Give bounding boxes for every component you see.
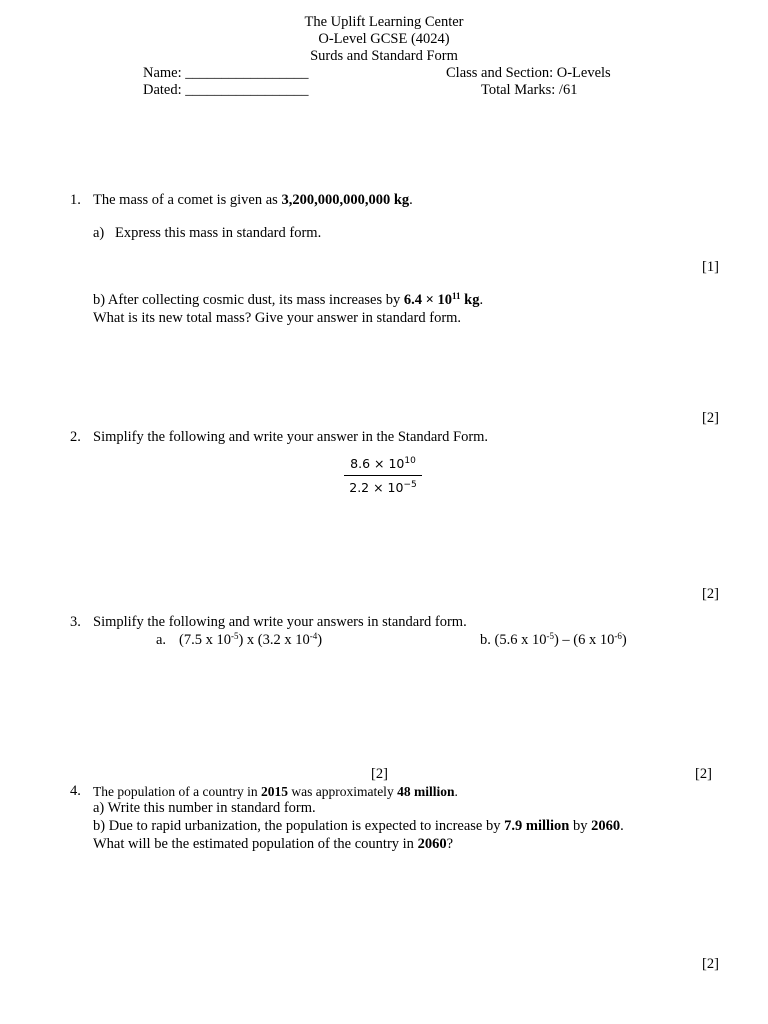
q1a-text: Express this mass in standard form.: [115, 225, 322, 241]
q1a-label: a): [93, 225, 105, 241]
q1-stem: The mass of a comet is given as 3,200,000,000,000 kg.: [93, 192, 413, 208]
q1b-text: b) After collecting cosmic dust, its mass increases by $6.4 \times 10^{11}$ kg.: [93, 291, 484, 308]
course-title: O-Level GCSE (4024): [318, 31, 450, 47]
q2-fraction: [344, 455, 422, 496]
q4-stem: The population of a country in 2015 was approximately 48 million.: [93, 784, 458, 799]
q3a-expression: (7.5 x $10^{-5}$) x (3.2 x $10^{-4}$): [179, 631, 323, 648]
q3a-label: a.: [156, 632, 167, 648]
q1b-marks: [2]: [702, 410, 719, 426]
q4b-question: What will be the estimated population of the country in 2060?: [93, 836, 453, 852]
q4a-text: a) Write this number in standard form.: [93, 800, 316, 816]
q3-number: 3.: [70, 614, 81, 630]
q2-marks: [2]: [702, 586, 719, 602]
q2-number: 2.: [70, 429, 81, 445]
q4-number: 4.: [70, 783, 81, 799]
topic-title: Surds and Standard Form: [310, 48, 458, 64]
class-section: Class and Section: O-Levels: [446, 65, 611, 81]
q1b-question: What is its new total mass? Give your answer in standard form.: [93, 310, 462, 326]
q1-number: 1.: [70, 192, 81, 208]
q2-numerator: $8.6 \times 10^{10}$: [344, 455, 422, 476]
q4b-text: b) Due to rapid urbanization, the population is expected to increase by 7.9 million by 2060.: [93, 818, 624, 834]
q3a-marks: [2]: [371, 766, 388, 782]
q4-marks: [2]: [702, 956, 719, 972]
total-marks: Total Marks: /61: [481, 82, 578, 98]
q3-text: Simplify the following and write your answers in standard form.: [93, 614, 467, 630]
q3b-expression: b. (5.6 x $10^{-5}) - (6$ x $10^{-6}$): [480, 631, 627, 648]
q3b-marks: [2]: [695, 766, 712, 782]
dated-field: Dated: _________________: [143, 82, 309, 98]
name-field: Name: _________________: [143, 65, 309, 81]
q1a-marks: [1]: [702, 259, 719, 275]
q2-denominator: $2.2 \times 10^{-5}$: [349, 480, 417, 495]
school-name: The Uplift Learning Center: [304, 14, 464, 30]
q2-text: Simplify the following and write your answer in the Standard Form.: [93, 429, 489, 445]
